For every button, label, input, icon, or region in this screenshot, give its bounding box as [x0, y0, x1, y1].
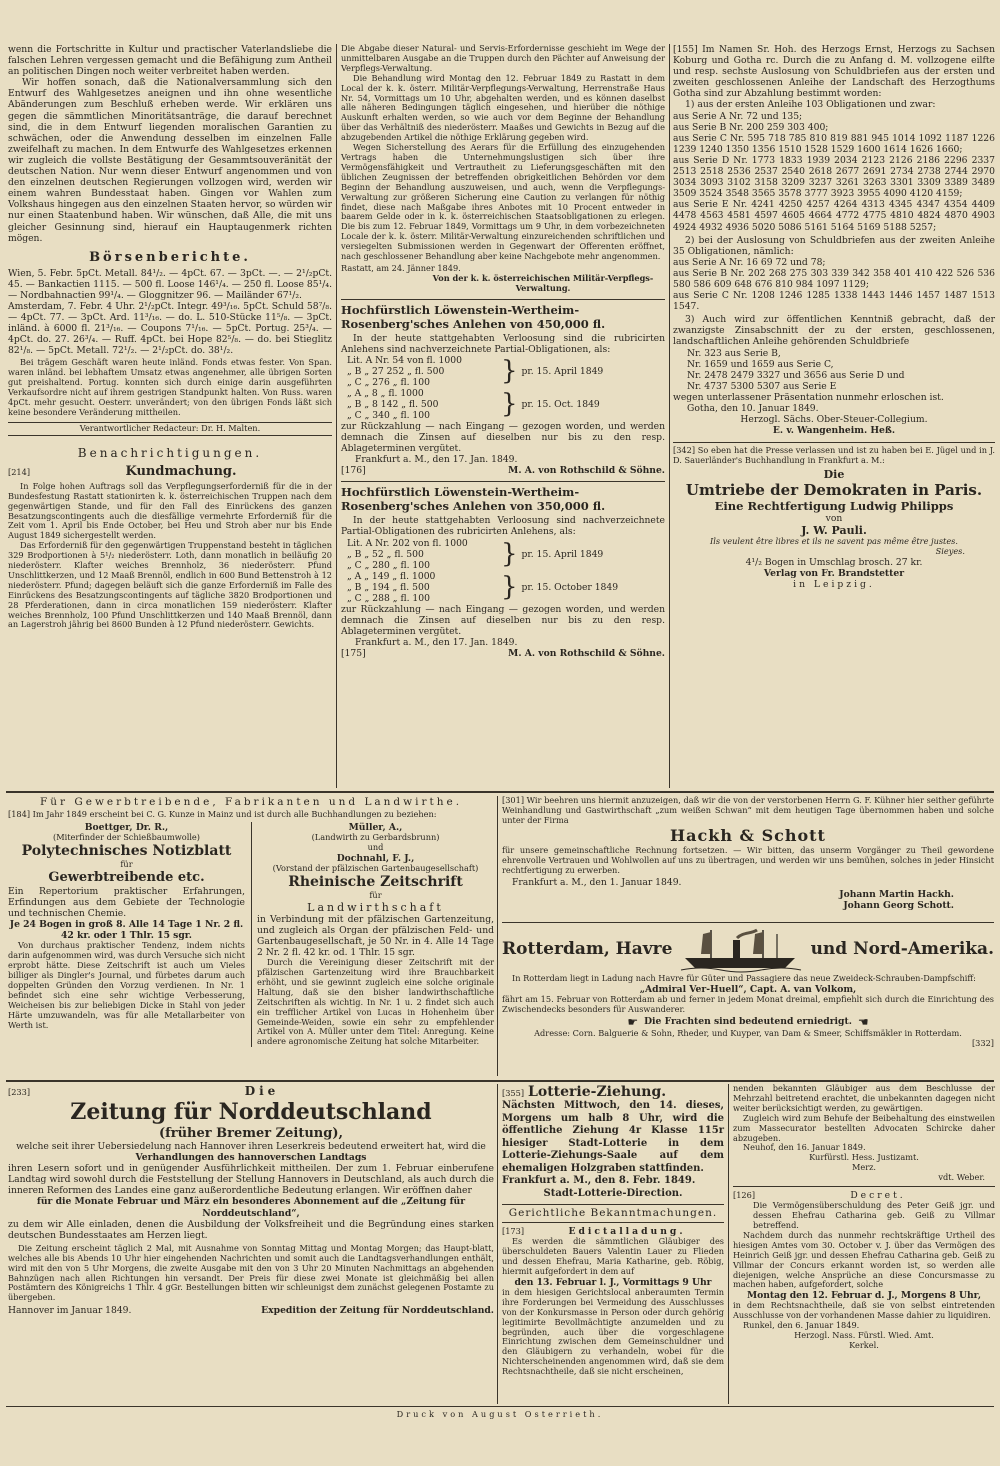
notizblatt-ad: [8, 822, 245, 1047]
demo-title: Umtriebe der Demokraten in Paris.: [685, 481, 983, 500]
brace: }: [501, 539, 518, 569]
boersen-wien: Wien, 5. Febr. 5pCt. Metall. 84¹/₂. — 4pCt. 67. — 3pCt. —. — 2¹/₂pCt. 45. — Bankactien 1115. — 500 fl. Loose 146¹/₄. — 250 fl. Loose 85¹/₄. — Nordbahnactien 99¹/₄. — Gloggnitzer 96. — Mailänder 67¹/₂.: [8, 267, 332, 301]
loan2-sig: M. A. von Rothschild & Söhne.: [508, 647, 665, 659]
gotha-series-a: aus Serie A Nr. 72 und 135;: [673, 110, 803, 122]
loan1-date-1: pr. 15. April 1849: [521, 365, 604, 377]
landwirthschaft-ad: [251, 822, 494, 1047]
loan1-sig: M. A. von Rothschild & Söhne.: [508, 465, 665, 477]
landw-title-2: Landwirthschaft: [307, 900, 444, 914]
demo-subtitle: Eine Rechtfertigung Ludwig Philipps: [714, 499, 954, 514]
gotha-series2-c: aus Serie C Nr. 1208 1246 1285 1338 1443 1446 1457 1487 1513 1547.: [673, 290, 995, 313]
hackh-block: [502, 796, 994, 920]
notizblatt-title-2: Gewerbtreibende etc.: [48, 869, 205, 885]
loan1-group-1: [341, 355, 665, 388]
ger-title: Gerichtliche Bekanntmachungen.: [508, 1207, 718, 1219]
loan1-row: „ B „ 8 142 „ fl. 500: [347, 398, 439, 410]
demo-von: von: [825, 513, 843, 525]
notizblatt-author: Boettger, Dr. R.,: [84, 821, 169, 833]
nd-title: Zeitung für Norddeutschland: [70, 1099, 432, 1125]
gotha-sig-1: Herzogl. Sächs. Ober-Steuer-Collegium.: [740, 414, 928, 426]
decret-block: [733, 1084, 995, 1404]
verpflegs-place: Rastatt, am 24. Jänner 1849.: [341, 262, 461, 273]
notizblatt-text: Ein Repertorium praktischer Erfahrungen, Erfindungen aus dem Gebiete der Technologie und technischen Chemie.: [8, 885, 245, 919]
column-rule-4: [497, 1084, 498, 1404]
landw-author-2: Dochnahl, F. J.,: [336, 852, 415, 864]
verpflegs-text-2: Die Behandlung wird Montag den 12. Februar 1849 zu Rastatt in dem Local der k. k. österr. Militär-Verpflegungs-Verwaltung, Herrenstraße Haus Nr. 54, Vormittags um 10 Uhr, abgehalten werden, und es können daselbst alle näheren Bedingungen täglich eingesehen, und hierüber die nöthige Auskunft erhalten werden, so wie auch vor dem Beginne der Behandlung über das Verhältniß des niederösterr. Maaßes und Gewichts in Bezug auf die abzugebenden Artikel die nöthige Erklärung gegeben wird.: [341, 72, 665, 143]
nd-sig: Expedition der Zeitung für Norddeutschland.: [261, 1305, 494, 1317]
dec-date: Montag den 12. Februar d. J., Morgens 8 Uhr,: [746, 1290, 982, 1302]
loan1-row: „ C „ 340 „ fl. 100: [347, 409, 430, 421]
notizblatt-text-2: Von durchaus praktischer Tendenz, indem nichts darin aufgenommen wird, was durch Versuche sich nicht erprobt hätte. Diese Zeitschrift ist auch um Vieles billiger als Dingler's Journal, und fürbetes darum auch doppelten Gründen den Vorzug verdienen. In Nr. 1 befindet sich eine sehr wichtige Verbesserung, Weicheisen bis zur beliebigen Dicke in Stahl von jeder Härte umzuwandeln, was für alle Metallarbeiter von Werth ist.: [8, 940, 245, 1030]
ger-text: Es werden die sämmtlichen Gläubiger des überschuldeten Bauers Valentin Lauer zu Flieden und dessen Ehefrau, Maria Katharine, geb. Röbig, hiermit aufgefordert in dem auf: [502, 1236, 724, 1276]
column-rule-5: [728, 1084, 729, 1404]
loan1-row: „ A „ 8 „ fl. 1000: [347, 387, 424, 399]
nd-text-3: zu dem wir Alle einladen, denen die Ausbildung der Volksfreiheit und die Begründung eines starken deutschen Bundesstaates am Herzen liegt.: [8, 1218, 494, 1241]
right-court: Kurfürstl. Hess. Justizamt.: [809, 1152, 919, 1163]
loan1-row: Lit. A Nr. 54 von fl. 1000: [347, 354, 462, 366]
gewerbe-block: [8, 796, 494, 1080]
column-rule-3: [497, 796, 498, 1076]
notizblatt-author-note: (Miterfinder der Schießbaumwolle): [53, 832, 200, 842]
loan2-date-2: pr. 15. October 1849: [521, 581, 619, 593]
right-text-2: Zugleich wird zum Behufe der Beibehaltung des einstweilen zum Massecurator bestellten Advocaten Schircke daher abzugeben.: [733, 1112, 995, 1143]
right-sig-2: vdt. Weber.: [938, 1172, 985, 1183]
demo-price: 4¹/₂ Bogen in Umschlag brosch. 27 kr.: [745, 557, 923, 568]
notizblatt-price: Je 24 Bogen in groß 8. Alle 14 Tage 1 Nr. 2 fl. 42 kr. oder 1 Thlr. 15 sgr.: [9, 919, 244, 942]
kund-text-2: Das Erforderniß für den gegenwärtigen Truppenstand besteht in täglichen 329 Brodportionen à 5¹/₂ niederösterr. Loth, dann monatlich in beiläufig 20 niederösterr. Klafter weiches Brennholz, 36 niederösterr. Pfund Unschlittkerzen, und 12 Maaß Brennöl, endlich in 600 Bund Bettenstroh à 12 niederösterr. Pfund; dagegen beläuft sich die ganze Erforderniß im Falle des Einrückens des Besatzungscontingents auf tägliche 3820 Brodportionen und 28 Pferderationen, dann in circa monatlichen 159 niederösterr. Klafter weiches Brennholz, 100 Pfund Unschlittkerzen und 140 Maaß Brennöl, dann an Lagerstroh jährig bei 8600 Bunden à 12 Pfund niederösterr. Gewichts.: [8, 540, 332, 630]
gotha-sub-2: 2) bei der Auslosung von Schuldbriefen aus der zweiten Anleihe 35 Obligationen, nämlich:: [673, 234, 995, 257]
right-place: Neuhof, den 16. Januar 1849.: [743, 1142, 866, 1153]
landw-title: Rheinische Zeitschrift: [288, 873, 463, 890]
benach-title: Benachrichtigungen.: [77, 445, 263, 460]
loan2-text: In der heute stattgehabten Verloosung sind nachverzeichnete Partial-Obligationen des rubricirten Anlehens, als:: [341, 515, 665, 538]
intro-para-2: Wir hoffen sonach, daß die Nationalversammlung sich den Entwurf des Wahlgesetzes aneignen und ihn ohne wesentliche Abänderungen zum Beschluß erheben werde. Wir erklären uns gegen die sämmtlichen Minoritätsanträge, die darauf berechnet sind, die in dem Entwurf liegenden moralischen Garantien zu schwächen, oder die Anwendung desselben im einzelnen Falle zweifelhaft zu machen. In dem Entwurfe des Wahlgesetzes erkennen wir zugleich die vollste Bestätigung der Gesammtsouveränität der deutschen Nation. Nur wenn dieser Entwurf angenommen und von den einzelnen deutschen Regierungen vollzogen wird, werden wir einem wahren Bundesstaat haben. Gingen vor Wahlen zum Volkshaus hingegen aus den einzelnen Staaten hervor, so würden wir nur einen Staatenbund haben. Wir wünschen, daß Alle, die mit uns gleicher Gesinnung sind, hierauf ein Hauptaugenmerk richten mögen.: [8, 77, 332, 244]
gotha-series-c: aus Serie C Nr. 595 718 785 810 819 881 945 1014 1092 1187 1226 1239 1240 1350 1356 1510 1528 1529 1600 1614 1626 1660;: [673, 132, 995, 155]
dec-text-3: in dem Rechtsnachtheile, daß sie von selbst eintretenden Ausschlusse von der vorhandenen Masse dahier zu liquidiren.: [733, 1300, 995, 1321]
ger-text-2: in dem hiesigen Gerichtslocal anberaumten Termin ihre Forderungen bei Vermeidung des Ausschlusses von der Konkursmasse in Person oder durch gehörig legitimirte Bevollmächtigte anzumelden und zu begründen, auch über die vorgeschlagene Einrichtung zwischen dem Gemeinschuldner und den Gläubigern zu verhandeln, wobei für die Nichterscheinenden angenommen wird, daß sie dem Rechtsnachtheile, daß sie nicht erscheinen,: [502, 1286, 724, 1377]
loan2-group-1: [341, 538, 665, 571]
gotha-sub-1: 1) aus der ersten Anleihe 103 Obligationen und zwar:: [685, 99, 936, 111]
boersen-amsterdam: Amsterdam, 7. Febr. 4 Uhr. 2¹/₂pCt. Integr. 49³/₁₆. 5pCt. Schuld 58⁷/₈. — 4pCt. 77. — 3pCt. Ard. 11³/₁₆. — do. L. 510-Stücke 11⁵/₈. — 3pCt. inländ. à 6000 fl. 21³/₁₆. — Coupons 7¹/₁₆. — 5pCt. Portug. 25³/₄. — 4pCt. do. 27. 26³/₄. — Ruff. 4pCt. bei Hope 82⁵/₈. — do. bei Stieglitz 82¹/₈. — 5pCt. Metall. 72¹/₂. — 2¹/₂pCt. do. 38¹/₂.: [8, 300, 332, 357]
ship-num: [332]: [971, 1037, 994, 1048]
hackh-text: für unsere gemeinschaftliche Rechnung fortsetzen. — Wir bitten, das unserm Vorgänger zu Theil gewordene ehrenvolle Vertrauen und Wohlwollen auf uns zu übertragen, und werden wir uns bemühen, solches in jeder Hinsicht rechtfertigung zu erwerben.: [502, 844, 994, 875]
loan1-place: Frankfurt a. M., den 17. Jan. 1849.: [355, 454, 518, 466]
lot-text: Nächsten Mittwoch, den 14. dieses, Morgens um halb 8 Uhr, wird die öffentliche Ziehung 4r Klasse 115r hiesiger Stadt-Lotterie in dem Lotterie-Ziehungs-Saale auf dem ehemaligen Holzgraben stattfinden.: [502, 1100, 724, 1174]
loan2-row: Lit. A Nr. 202 von fl. 1000: [347, 537, 468, 549]
kund-num: [214]: [8, 466, 31, 477]
nd-subtitle: (früher Bremer Zeitung),: [158, 1126, 344, 1141]
norddeutschland-block: [8, 1084, 494, 1402]
hackh-place: Frankfurt a. M., den 1. Januar 1849.: [512, 877, 682, 889]
loan2-row: „ A „ 149 „ fl. 1000: [347, 570, 436, 582]
gotha-place: Gotha, den 10. Januar 1849.: [687, 403, 819, 414]
landw-author: Müller, A.,: [348, 821, 403, 833]
verpflegs-text-3: Wegen Sicherstellung des Aerars für die Erfüllung des einzugehenden Vertrags haben die Unternehmungslustigen sich über ihre Vermögensfähigkeit und Vertrautheit zu Lieferungsgeschäften mit den üblichen Zeugnissen der betreffenden obrigkeitlichen Behörden vor dem Beginn der Behandlung auszuweisen, und auch, wenn die Verpflegungs-Verwaltung zur größeren Sicherung eine Caution zu verlangen für nöthig findet, diese nach Maßgabe ihres Anbotes mit 10 Procent entweder in baarem Gelde oder in k. k. österreichischen Staatsobligationen zu erlegen. Die bis zum 12. Februar 1849, Vormittags um 9 Uhr, in dem vorbezeichneten Locale der k. k. österr. Militär-Verwaltung einzureichenden schriftlichen und versiegelten Submissionen werden in Gegenwart der Offerenten eröffnet, nach geschlossener Behandlung aber keine Nachgebote mehr angenommen.: [341, 142, 665, 262]
boersen-note: Bei trägem Geschäft waren heute inländ. Fonds etwas fester. Von Span. waren inländ. bei lebhaftem Umsatz etwas angenehmer, alle übrigen Sorten gut preishaltend. Portug. konnten sich durch einige darin ausgeführten Verkaufsordre nicht auf ihrem gestrigen Standpunkt halten. Von Russ. waren 4pCt. mehr gesucht. Oesterr. unverändert; von den übrigen Fonds läßt sich keine besondere Veränderung mittheilen.: [8, 357, 332, 417]
demo-publisher: Verlag von Fr. Brandstetter: [763, 568, 905, 580]
gotha-series2-b: aus Serie B Nr. 202 268 275 303 339 342 358 401 410 422 526 536 580 586 609 648 676 810 984 1097 1129;: [673, 267, 995, 290]
ship-adresse: Adresse: Corn. Balguerie & Sohn, Rheder, und Kuyper, van Dam & Smeer, Schiffsmäkler in Rotterdam.: [534, 1027, 962, 1038]
landw-und: und: [367, 841, 384, 852]
ship-route-right: und Nord-Amerika.: [810, 939, 994, 959]
dec-num: [126]: [733, 1190, 756, 1201]
loan1-group-2: [341, 388, 665, 421]
horizontal-rule-3: [6, 1406, 994, 1407]
ger-head: Edictalladung.: [568, 1226, 686, 1238]
hackh-firm: Hackh & Schott: [670, 825, 826, 845]
hackh-sig-2: Johann Georg Schott.: [843, 899, 954, 911]
loan2-num: [175]: [341, 647, 366, 659]
ship-name: „Admiral Ver-Huell“, Capt. A. van Volkom,: [639, 983, 857, 995]
redacteur-box: [8, 422, 332, 436]
gotha-sig-2: E. v. Wangenheim. Heß.: [772, 425, 896, 437]
landw-text-2: Durch die Vereinigung dieser Zeitschrift mit der pfälzischen Gartenzeitung wird ihre Brauchbarkeit erhöht, und sie gewinnt zugleich eine solche originale Haltung, daß sie den bisher landwirthschaftliche Zeitschriften als wichtig. In Nr. 1 u. 2 findet sich auch ein trefflicher Artikel von Lucas in Hohenheim über Gemeinde-Weiden, sowie ein sehr zu empfehlender Artikel von A. Müller unter dem Titel: Anregung. Keine andere agronomische Zeitung hat solche Mitarbeiter.: [257, 957, 494, 1047]
ship-block: [502, 926, 994, 1076]
ger-num: [173]: [502, 1226, 525, 1237]
gotha-series3-1: Nr. 323 aus Serie B,: [687, 347, 781, 359]
demo-motto: Ils veulent être libres et ils ne savent pas même être justes.: [710, 536, 958, 547]
verpflegs-text-1: Die Abgabe dieser Natural- und Servis-Erfordernisse geschieht im Wege der unmittelbaren Ausgabe an die Truppen durch den Pächter auf Anweisung der Verpflegs-Verwaltung.: [341, 43, 665, 73]
nd-text-2: ihren Lesern sofort und in genügender Ausführlichkeit mittheilen. Der zum 1. Februar einberufene Landtag wird sowohl durch die Feststellung der Stellung Hannovers in Deutschland, als auch durch die inneren Reformen des Landes eine ganz außerordentliche Bedeutung erlangen. Wir eröffnen daher: [8, 1163, 494, 1197]
gotha-series-d: aus Serie D Nr. 1773 1833 1939 2034 2123 2126 2186 2296 2337 2513 2518 2536 2537 2540 2618 2677 2691 2734 2738 2744 2970 3034 3093 3102 3158 3209 3237 3261 3263 3301 3309 3389 3489 3509 3524 3548 3565 3578 3777 3923 3955 4090 4120 4159;: [673, 154, 995, 200]
nd-small: Die Zeitung erscheint täglich 2 Mal, mit Ausnahme von Sonntag Mittag und Montag Morgen; das Haupt-blatt, welches alle bis Abends 10 Uhr hier eingehenden Nachrichten und somit auch die Landtagsverhandlungen enthält, wird mit den von 5 Uhr Morgens, die zweite Ausgabe mit den von 3 Uhr 20 Minuten Nachmittags an abgehenden Bahnzügen nach allen Richtungen hin versandt. Der Preis für diese zwei Monate ist gleichmäßig bei allen Postämtern des Königreichs 1 Thlr. 4 gGr. Bestellungen bitten wir schleunigst dem zunächst gelegenen Postamte zu übergeben.: [8, 1242, 494, 1303]
nd-num: [233]: [8, 1087, 31, 1097]
lot-place: Frankfurt a. M., den 8. Febr. 1849.: [502, 1175, 696, 1186]
loan1-text-2: zur Rückzahlung — nach Eingang — gezogen worden, und werden demnach die Zinsen auf dieselben nur bis zu den resp. Ablageterminen vergütet.: [341, 420, 665, 455]
loan1-num: [176]: [341, 465, 366, 477]
column-rule-2: [669, 44, 670, 788]
brace: }: [501, 572, 518, 602]
intro-para-1: wenn die Fortschritte in Kultur und practischer Vaterlandsliebe die falschen Lehren vergessen gemacht und die Befähigung zum Antheil an politischen Dingen noch weiter verbreitet haben werden.: [8, 44, 332, 78]
brace: }: [501, 389, 518, 420]
nd-abo: für die Monate Februar und März ein besonderes Abonnement auf die „Zeitung für Norddeutschland“,: [36, 1196, 466, 1219]
loan1-date-2: pr. 15. Oct. 1849: [521, 398, 600, 410]
gotha-text-3: wegen unterlassener Präsentation nunmehr erloschen ist.: [673, 391, 944, 403]
nd-text-1: welche seit ihrer Uebersiedelung nach Hannover ihren Leserkreis bedeutend erweitert hat, wird die: [16, 1141, 486, 1152]
lot-title: Lotterie-Ziehung.: [528, 1084, 667, 1100]
kund-title: Kundmachung.: [125, 463, 237, 479]
dec-head: Decret.: [850, 1190, 906, 1202]
boersen-title: Börsenberichte.: [89, 249, 251, 265]
hackh-sig-1: Johann Martin Hackh.: [839, 888, 954, 900]
dec-place: Runkel, den 6. Januar 1849.: [743, 1320, 860, 1331]
right-text: nenden bekannten Gläubiger aus dem Beschlusse der Mehrzahl beitretend erachtet, die unbekannten dagegen nicht weiter berücksichtigt werden, zu gewärtigen.: [733, 1083, 995, 1113]
redacteur: Verantwortlicher Redacteur: Dr. H. Malten.: [79, 422, 261, 433]
demo-motto-src: Sieyes.: [935, 546, 965, 557]
loan1-title: Hochfürstlich Löwenstein-Wertheim-Rosenberg'sches Anlehen von 450,000 fl.: [341, 302, 606, 331]
column-rule-1: [336, 44, 337, 788]
demo-author: J. W. Pauli.: [801, 524, 867, 538]
brace: }: [501, 356, 518, 387]
kund-text-1: In Folge hohen Auftrags soll das Verpflegungserforderniß für die in der Bundesfestung Rastatt stationirten k. k. österreichischen Truppen nach dem gegenwärtigen Stande, und für den Fall des Einrückens des ganzen Besatzungscontingents auch die diesfällige vermehrte Erforderniß für die Zeit vom 1. April bis Ende October, bei Heu und Stroh aber nur bis Ende August 1849 sichergestellt werden.: [8, 480, 332, 541]
ship-route-left: Rotterdam, Havre: [502, 939, 673, 959]
nd-place: Hannover im Januar 1849.: [8, 1305, 132, 1317]
gotha-series2-a: aus Serie A Nr. 16 69 72 und 78;: [673, 256, 826, 268]
ship-text-2: fährt am 15. Februar von Rotterdam ab und ferner in jedem Monat dreimal, empfiehlt sich durch die Einrichtung des Zwischendecks besonders für Auswanderer.: [502, 994, 994, 1014]
dec-text-2: Nachdem durch das nunmehr rechtskräftige Urtheil des hiesigen Amtes vom 30. October v. J. über das Vermögen des Heinrich Geiß jgr. und dessen Ehefrau Catharina geb. Geiß zu Villmar der Concurs erkannt worden ist, so werden alle diejenigen, welche Ansprüche an diese Concursmasse zu machen haben, aufgefordert, solche: [733, 1229, 995, 1290]
gotha-series-b: aus Serie B Nr. 200 259 303 400;: [673, 121, 829, 133]
notizblatt-fuer: für: [120, 858, 133, 869]
loan1-row: „ B „ 27 252 „ fl. 500: [347, 365, 445, 377]
nd-die: Die: [244, 1084, 280, 1098]
landw-fuer: für: [369, 889, 382, 900]
horizontal-rule-1: [6, 791, 994, 793]
loan2-place: Frankfurt a. M., den 17. Jan. 1849.: [355, 636, 518, 648]
loan2-date-1: pr. 15. April 1849: [521, 548, 604, 560]
pointing-hand-icon: ☚: [857, 1014, 869, 1029]
notizblatt-title: Polytechnisches Notizblatt: [21, 842, 232, 859]
gotha-sub-3: 3) Auch wird zur öffentlichen Kenntniß gebracht, daß der zwanzigste Zinsabschnitt der zu der ersten, geschlossenen, landschaftlichen Anleihe gehörenden Schuldbriefe: [673, 314, 995, 348]
gotha-series3-2: Nr. 1659 und 1659 aus Serie C,: [687, 358, 834, 370]
gotha-series3-3: Nr. 2478 2479 3327 und 3656 aus Serie D und: [687, 369, 905, 381]
demo-die: Die: [823, 468, 845, 482]
column-right: [673, 44, 995, 788]
gotha-series-e: aus Serie E Nr. 4241 4250 4257 4264 4313 4345 4347 4354 4409 4478 4563 4581 4597 4605 4664 4772 4775 4810 4824 4870 4903 4924 4932 4936 5020 5086 5161 5164 5169 5188 5257;: [673, 199, 995, 233]
lot-sig: Stadt-Lotterie-Direction.: [543, 1187, 683, 1199]
loan1-row: „ C „ 276 „ fl. 100: [347, 376, 430, 388]
gewerbe-banner: Für Gewerbtreibende, Fabrikanten und Landwirthe.: [39, 796, 463, 808]
gotha-series3-4: Nr. 4737 5300 5307 aus Serie E: [687, 380, 837, 392]
column-middle: [341, 44, 665, 788]
steamship-icon: [681, 926, 801, 972]
loan2-row: „ C „ 288 „ fl. 100: [347, 592, 430, 604]
ship-text: In Rotterdam liegt in Ladung nach Havre für Güter und Passagiere das neue Zweideck-Schrauben-Dampfschiff:: [512, 973, 976, 983]
hackh-intro: [301] Wir beehren uns hiermit anzuzeigen, daß wir die von der verstorbenen Herrn G. F. Kühner hier seither geführte Weinhandlung und Gastwirthschaft „zum weißen Schwan“ mit dem heutigen Tage übernommen haben und solche unter der Firma: [502, 795, 994, 825]
gotha-text: [155] Im Namen Sr. Hoh. des Herzogs Ernst, Herzogs zu Sachsen Koburg und Gotha rc. Durch die zu Anfang d. M. vollzogene eilfte und resp. sechste Auslosung von Schuldbriefen aus der ersten und zweiten geschlossenen Anleihe der Landschaft des Herzogthums Gotha sind zur Abzahlung bestimmt worden:: [673, 44, 995, 100]
lotterie-block: [502, 1084, 724, 1404]
horizontal-rule-ship: [502, 922, 994, 923]
column-left: [8, 44, 332, 630]
landw-text: in Verbindung mit der pfälzischen Gartenzeitung, und zugleich als Organ der pfälzischen Feld- und Gartenbaugesellschaft, je 50 Nr. in 4. Alle 14 Tage 2 Nr. 2 fl. 42 kr. od. 1 Thlr. 15 sgr.: [257, 913, 494, 958]
ger-date: den 13. Februar l. J., Vormittags 9 Uhr: [514, 1276, 712, 1288]
landw-author-note: (Landwirth zu Gerbardsbrunn): [311, 832, 440, 842]
loan2-row: „ B „ 194 „ fl. 500: [347, 581, 430, 593]
loan1-text: In der heute stattgehabten Verloosung sind die rubricirten Anlehens sind nachverzeichnete Partial-Obligationen, als:: [341, 332, 665, 355]
loan2-row: „ B „ 52 „ fl. 500: [347, 548, 424, 560]
demo-intro: [342] So eben hat die Presse verlassen und ist zu haben bei E. Jügel und in J. D. Sauerländer's Buchhandlung in Frankfurt a. M.:: [673, 445, 995, 466]
loan2-group-2: [341, 571, 665, 604]
verpflegs-sig: Von der k. k. österreichischen Militär-Verpflegs-Verwaltung.: [432, 272, 654, 293]
dec-sig: Kerkel.: [849, 1340, 879, 1351]
gewerbe-intro: [184] Im Jahr 1849 erscheint bei C. G. Kunze in Mainz und ist durch alle Buchhandlungen zu beziehen:: [8, 809, 437, 819]
horizontal-rule-2: [6, 1080, 994, 1082]
lot-num: [355]: [502, 1088, 525, 1098]
dec-text: Die Vermögensüberschuldung des Peter Geiß jgr. und dessen Ehefrau Catharina geb. Geiß zu Villmar betreffend.: [753, 1200, 995, 1230]
nd-verh: Verhandlungen des hannoverschen Landtags: [135, 1152, 367, 1164]
right-sig-1: Merz.: [851, 1162, 877, 1173]
printer-line: Druck von August Osterrieth.: [396, 1409, 604, 1419]
loan2-text-2: zur Rückzahlung — nach Eingang — gezogen worden, und werden demnach die Zinsen auf dieselben nur bis zu den resp. Ablageterminen vergütet.: [341, 603, 665, 637]
loan2-row: „ C „ 280 „ fl. 100: [347, 559, 430, 571]
pointing-hand-icon: ☛: [627, 1014, 639, 1029]
loan2-title: Hochfürstlich Löwenstein-Wertheim-Rosenberg'sches Anlehen von 350,000 fl.: [341, 485, 606, 514]
demo-city: in Leipzig.: [793, 579, 875, 591]
ship-fracht: Die Frachten sind bedeutend erniedrigt.: [644, 1016, 852, 1028]
landw-author2-note: (Vorstand der pfälzischen Gartenbaugesellschaft): [272, 862, 479, 873]
dec-court: Herzogl. Nass. Fürstl. Wied. Amt.: [794, 1330, 934, 1341]
